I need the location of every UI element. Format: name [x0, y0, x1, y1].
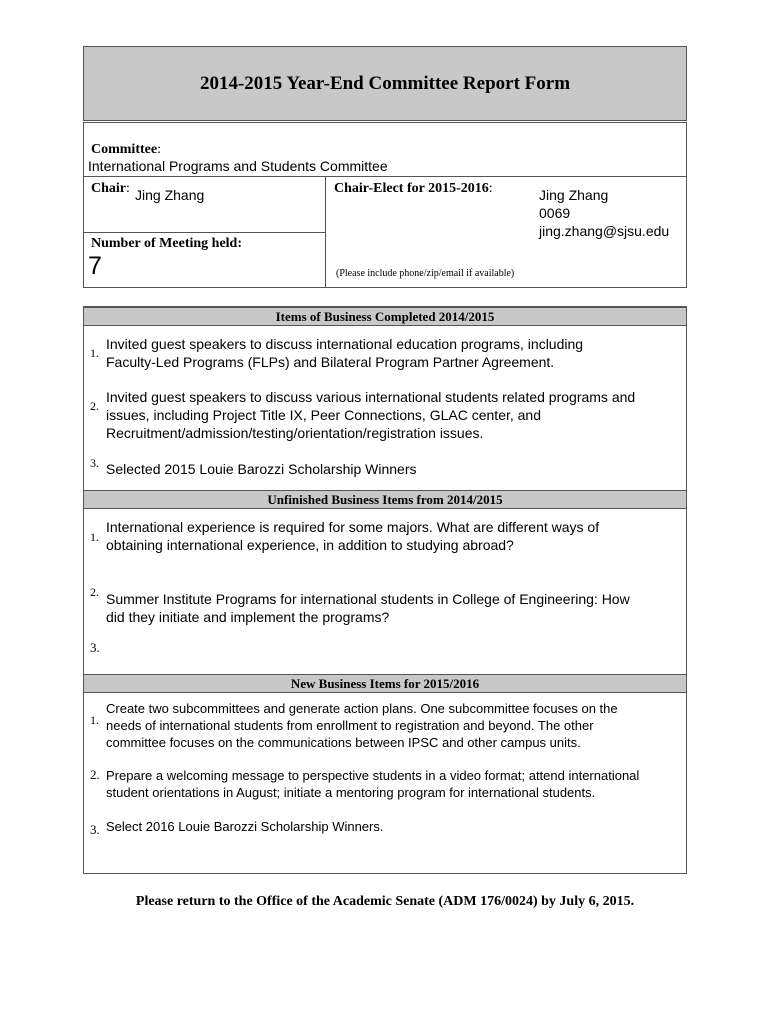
committee-name: International Programs and Students Committee: [88, 158, 388, 174]
chair-label: Chair:: [91, 181, 130, 196]
completed-header: Items of Business Completed 2014/2015: [84, 307, 686, 326]
committee-label: Committee:: [91, 142, 161, 157]
new-item-2-line-2: student orientations in August; initiate a mentoring program for international students.: [106, 785, 596, 800]
footer-note: Please return to the Office of the Academic Senate (ADM 176/0024) by July 6, 2015.: [135, 894, 635, 909]
unfinished-item-1: [106, 518, 599, 554]
completed-item-1-line-2: Faculty-Led Programs (FLPs) and Bilateral Program Partner Agreement.: [106, 354, 555, 370]
completed-num-3: 3.: [90, 456, 99, 470]
chair-elect-label: Chair-Elect for 2015-2016:: [334, 181, 493, 196]
completed-item-1-line-1: Invited guest speakers to discuss international education programs, including: [106, 336, 584, 352]
completed-item-1: [106, 335, 583, 371]
completed-num-1: 1.: [90, 346, 99, 360]
new-items-header: New Business Items for 2015/2016: [84, 674, 686, 693]
new-item-1-line-3: committee focuses on the communications between IPSC and other campus units.: [106, 735, 581, 750]
completed-item-3: [106, 460, 417, 478]
divider: [84, 176, 686, 177]
divider: [84, 232, 325, 233]
new-item-1: [106, 700, 618, 751]
completed-item-2-line-2: issues, including Project Title IX, Peer Connections, GLAC center, and: [106, 407, 542, 423]
unfinished-num-2: 2.: [90, 585, 99, 599]
new-item-3: [106, 818, 383, 835]
completed-item-2-line-3: Recruitment/admission/testing/orientation/registration issues.: [106, 425, 484, 441]
chair-elect-name: Jing Zhang: [539, 187, 609, 203]
new-item-3-line-1: Select 2016 Louie Barozzi Scholarship Winners.: [106, 819, 384, 834]
divider: [325, 177, 326, 287]
completed-item-3-line-1: Selected 2015 Louie Barozzi Scholarship Winners: [106, 461, 417, 477]
new-item-2-line-1: Prepare a welcoming message to perspective students in a video format; attend international: [106, 768, 640, 783]
completed-item-2-line-1: Invited guest speakers to discuss various international students related programs and: [106, 389, 636, 405]
new-num-1: 1.: [90, 713, 99, 727]
contact-note: (Please include phone/zip/email if available): [336, 268, 515, 279]
completed-item-2: [106, 388, 635, 442]
new-num-3: 3.: [90, 822, 100, 837]
unfinished-item-1-line-2: obtaining international experience, in addition to studying abroad?: [106, 537, 514, 553]
chair-elect-email: jing.zhang@sjsu.edu: [539, 223, 670, 239]
unfinished-item-2-line-2: did they initiate and implement the programs?: [106, 609, 390, 625]
chair-elect-zip: 0069: [539, 205, 571, 221]
title-box: [83, 46, 687, 121]
unfinished-header: Unfinished Business Items from 2014/2015: [84, 490, 686, 509]
unfinished-item-1-line-1: International experience is required for some majors. What are different ways of: [106, 519, 600, 535]
chair-name: Jing Zhang: [135, 187, 205, 203]
meetings-label: Number of Meeting held:: [91, 236, 242, 251]
unfinished-item-2: [106, 590, 630, 626]
new-item-1-line-2: needs of international students from enrollment to registration and beyond. The other: [106, 718, 594, 733]
unfinished-num-1: 1.: [90, 530, 99, 544]
new-num-2: 2.: [90, 767, 100, 782]
unfinished-num-3: 3.: [90, 640, 100, 655]
meetings-count: 7: [88, 252, 102, 280]
committee-info-box: [83, 122, 687, 288]
new-item-1-line-1: Create two subcommittees and generate action plans. One subcommittee focuses on the: [106, 701, 618, 716]
page-title: 2014-2015 Year-End Committee Report Form: [199, 73, 571, 94]
unfinished-item-2-line-1: Summer Institute Programs for international students in College of Engineering: How: [106, 591, 630, 607]
completed-num-2: 2.: [90, 399, 99, 413]
new-item-2: [106, 767, 639, 801]
